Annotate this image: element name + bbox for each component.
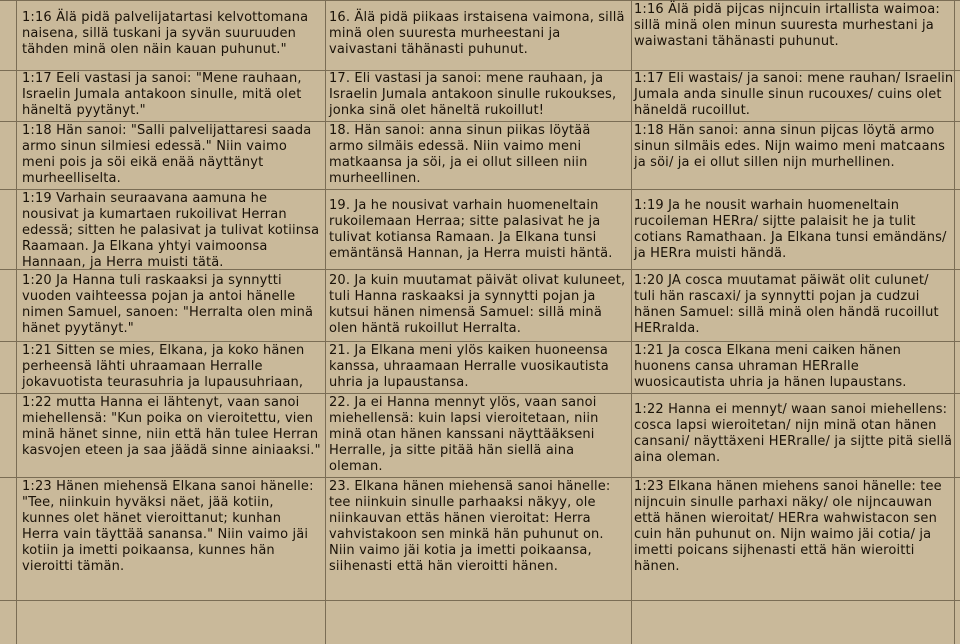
verse-1-18-old: 1:18 Hän sanoi: anna sinun pijcas löytä armo sinun silmäis edes. Nijn waimo meni matcaans ja söi/ ja ei ollut sillen nijn murhellinen. [634, 123, 946, 170]
verse-20: 20. Ja kuin muutamat päivät olivat kuluneet, tuli Hanna raskaaksi ja synnytti pojan ja kutsui hänen nimensä Samuel: sillä minä olen häntä rukoillut Herralta. [329, 273, 626, 336]
verse-1-16-old: 1:16 Älä pidä pijcas nijncuin irtallista waimoa: sillä minä olen minun suuresta murhestani ja waiwastani tähänasti puhunut. [634, 2, 940, 49]
verse-1-20: 1:20 Ja Hanna tuli raskaaksi ja synnytti vuoden vaihteessa pojan ja antoi hänelle nimen Samuel, sanoen: "Herralta olen minä hänet pyytänyt." [22, 273, 314, 336]
verse-1-21: 1:21 Sitten se mies, Elkana, ja koko hänen perheensä lähti uhraamaan Herralle jokavuotista teurasuhria ja lupausuhriaan, [22, 343, 305, 390]
verse-18: 18. Hän sanoi: anna sinun piikas löytää armo silmäis edessä. Niin vaimo meni matkaansa ja söi, ja ei ollut silleen niin murheellinen. [329, 123, 591, 186]
verse-1-23-old: 1:23 Elkana hänen miehens sanoi hänelle: tee nijncuin sinulle parhaxi näky/ ole nijncauwan että hänen wieroitat/ HERra wahwistacon sen cuin hän puhunut on. Nijn waimo jäi cotia/ ja imetti poicans sijhenasti että hän wieroitti hänen. [634, 479, 942, 574]
column-divider [16, 0, 17, 644]
verse-1-17-old: 1:17 Eli wastais/ ja sanoi: mene rauhan/ Israelin Jumala anda sinulle sinun rucouxes/ cuins olet häneldä rucoillut. [634, 71, 954, 118]
column-divider [631, 0, 632, 644]
verse-1-17: 1:17 Eeli vastasi ja sanoi: "Mene rauhaan, Israelin Jumala antakoon sinulle, mitä olet häneltä pyytänyt." [22, 71, 302, 118]
verse-1-16: 1:16 Älä pidä palvelijatartasi kelvottomana naisena, sillä tuskani ja syvän suuruuden tähden minä olen näin kauan puhunut." [22, 10, 309, 57]
column-divider [325, 0, 326, 644]
verse-19: 19. Ja he nousivat varhain huomeneltain rukoilemaan Herraa; sitte palasivat he ja tulivat kotiansa Ramaan. Ja Elkana tunsi emäntänsä Hannan, ja Herra muisti häntä. [329, 198, 613, 261]
verse-1-19: 1:19 Varhain seuraavana aamuna he nousivat ja kumartaen rukoilivat Herran edessä; sitten he palasivat ja tulivat kotiinsa Raamaan. Ja Elkana yhtyi vaimoonsa Hannaan, ja Herra muisti tätä. [22, 191, 320, 270]
verse-1-23: 1:23 Hänen miehensä Elkana sanoi hänelle: "Tee, niinkuin hyväksi näet, jää kotiin, kunnes olet hänet vieroittanut; kunhan Herra vain täyttää sanansa." Niin vaimo jäi kotiin ja imetti poikaansa, kunnes hän vieroitti tämän. [22, 479, 314, 574]
column-divider [954, 0, 955, 644]
column-1776-translation [329, 0, 629, 644]
verse-23: 23. Elkana hänen miehensä sanoi hänelle: tee niinkuin sinulle parhaaksi näkyy, ole niinkauvan ettäs hänen vieroitat: Herra vahvistakoon sen minkä hän puhunut on. Niin vaimo jäi kotia ja imetti poikaansa, siihenasti että hän vieroitti hänen. [329, 479, 611, 574]
verse-1-19-old: 1:19 Ja he nousit warhain huomeneltain rucoileman HERra/ sijtte palaisit he ja tulit cotians Ramathaan. Ja Elkana tunsi emändäns/ ja HERra muisti händä. [634, 198, 947, 261]
verse-1-21-old: 1:21 Ja cosca Elkana meni caiken hänen huonens cansa uhraman HERralle wuosicautista uhria ja hänen lupaustans. [634, 343, 907, 390]
verse-22: 22. Ja ei Hanna mennyt ylös, vaan sanoi miehellensä: kuin lapsi vieroitetaan, niin minä otan hänen kanssani näyttääkseni Herralle, ja sitte pitää hän siellä aina oleman. [329, 395, 599, 474]
column-modern-translation [22, 0, 322, 644]
verse-1-22-old: 1:22 Hanna ei mennyt/ waan sanoi miehellens: cosca lapsi wieroitetan/ nijn minä otan hänen cansani/ näyttäxeni HERralle/ ja sijtte pitä siellä aina oleman. [634, 402, 953, 465]
column-1642-translation [634, 0, 954, 644]
verse-1-18: 1:18 Hän sanoi: "Salli palvelijattaresi saada armo sinun silmiesi edessä." Niin vaimo meni pois ja söi eikä enää näyttänyt murheelliselta. [22, 123, 312, 186]
verse-1-20-old: 1:20 JA cosca muutamat päiwät olit culunet/ tuli hän rascaxi/ ja synnytti pojan ja cudzui hänen Samuel: sillä minä olen händä rucoillut HERralda. [634, 273, 939, 336]
verse-1-22: 1:22 mutta Hanna ei lähtenyt, vaan sanoi miehellensä: "Kun poika on vieroitettu, vien minä hänet sinne, niin että hän tulee Herran kasvojen eteen ja saa jäädä sinne ainiaaksi." [22, 395, 321, 458]
verse-16: 16. Älä pidä piikaas irstaisena vaimona, sillä minä olen suuresta murheestani ja vaivastani tähänasti puhunut. [329, 10, 625, 57]
verse-17: 17. Eli vastasi ja sanoi: mene rauhaan, ja Israelin Jumala antakoon sinulle rukoukses, jonka sinä olet häneltä rukoillut! [329, 71, 617, 118]
verse-21: 21. Ja Elkana meni ylös kaiken huoneensa kanssa, uhraamaan Herralle vuosikautista uhria ja lupaustansa. [329, 343, 609, 390]
